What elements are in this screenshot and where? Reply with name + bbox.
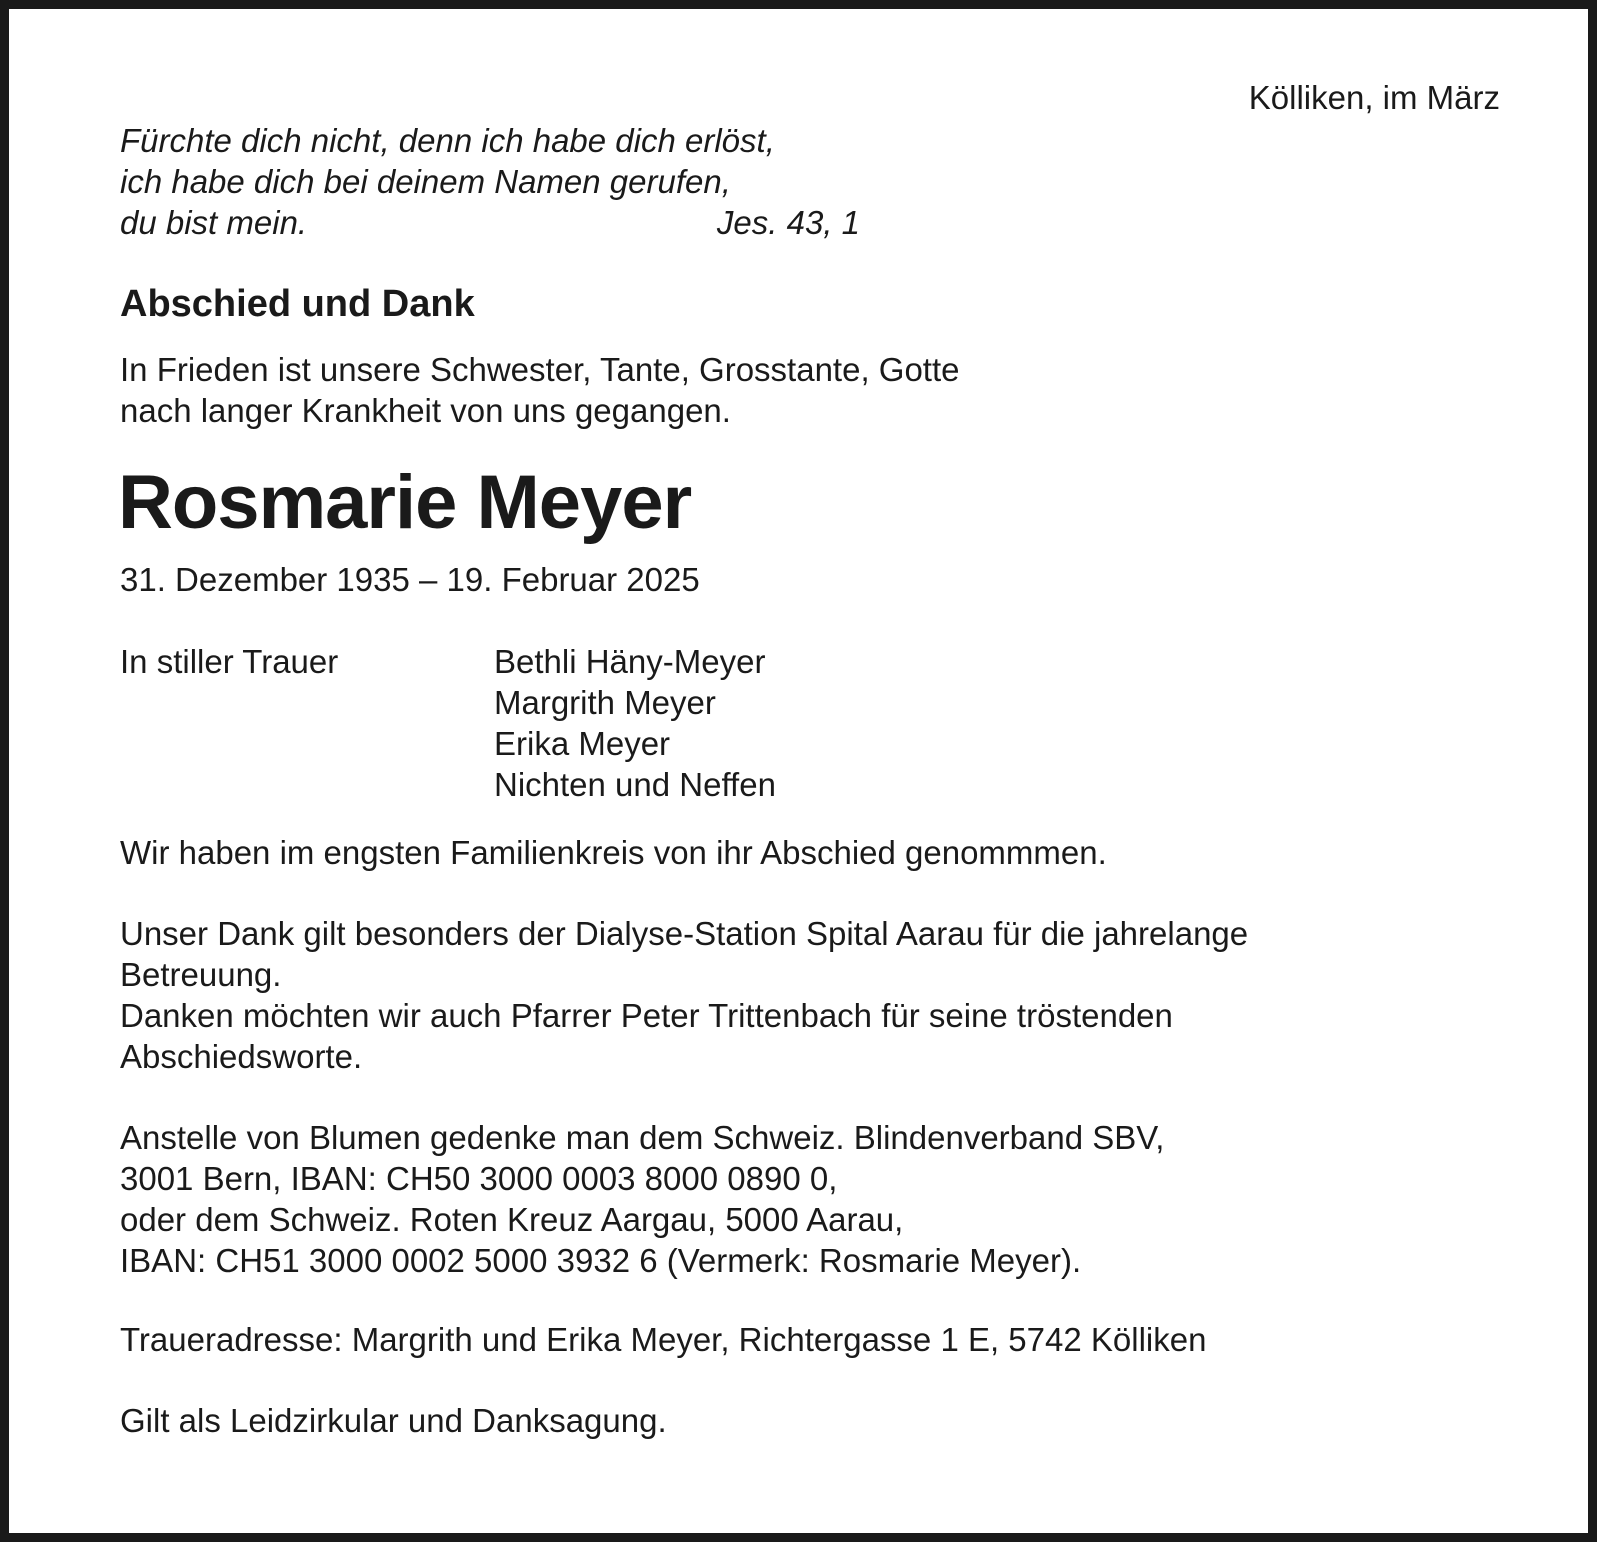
- thanks-line: Betreuung.: [120, 956, 282, 993]
- intro-line: In Frieden ist unsere Schwester, Tante, Grosstante, Gotte: [120, 351, 960, 388]
- closing-text: Gilt als Leidzirkular und Danksagung.: [120, 1402, 667, 1439]
- donations-paragraph: [120, 1117, 1500, 1281]
- mourner-item: Erika Meyer: [494, 725, 671, 762]
- farewell-paragraph: [120, 832, 1500, 873]
- mourners-list: [494, 641, 776, 805]
- notice-heading: Abschied und Dank: [120, 283, 475, 325]
- thanks-line: Unser Dank gilt besonders der Dialyse-Station Spital Aarau für die jahrelange: [120, 915, 1249, 952]
- mourner-item: Margrith Meyer: [494, 684, 716, 721]
- verse-line: ich habe dich bei deinem Namen gerufen,: [120, 163, 731, 200]
- donation-line: oder dem Schweiz. Roten Kreuz Aargau, 5000 Aarau,: [120, 1201, 904, 1238]
- bible-verse: [120, 120, 860, 243]
- life-dates: 31. Dezember 1935 – 19. Februar 2025: [120, 561, 700, 598]
- verse-line: du bist mein.: [120, 204, 308, 241]
- farewell-text: Wir haben im engsten Familienkreis von ihr Abschied genommmen.: [120, 834, 1107, 871]
- mourning-address: Traueradresse: Margrith und Erika Meyer, Richtergasse 1 E, 5742 Kölliken: [120, 1321, 1207, 1358]
- closing-paragraph: [120, 1400, 1500, 1441]
- mourning-label: In stiller Trauer: [120, 643, 339, 680]
- thanks-line: Abschiedsworte.: [120, 1038, 363, 1075]
- thanks-line: Danken möchten wir auch Pfarrer Peter Trittenbach für seine tröstenden: [120, 997, 1173, 1034]
- donation-line: IBAN: CH51 3000 0002 5000 3932 6 (Vermerk: Rosmarie Meyer).: [120, 1242, 1082, 1279]
- place-date: Kölliken, im März: [1248, 79, 1500, 116]
- verse-reference: Jes. 43, 1: [716, 204, 860, 241]
- thanks-paragraph: [120, 913, 1500, 1077]
- mourner-item: Bethli Häny-Meyer: [494, 643, 766, 680]
- verse-line: Fürchte dich nicht, denn ich habe dich erlöst,: [120, 122, 775, 159]
- donation-line: 3001 Bern, IBAN: CH50 3000 0003 8000 0890 0,: [120, 1160, 838, 1197]
- intro-line: nach langer Krankheit von uns gegangen.: [120, 392, 731, 429]
- mourning-address-paragraph: [120, 1319, 1500, 1360]
- donation-line: Anstelle von Blumen gedenke man dem Schweiz. Blindenverband SBV,: [120, 1119, 1165, 1156]
- verse-last-line: [120, 202, 860, 243]
- deceased-name: Rosmarie Meyer: [118, 460, 692, 545]
- mourner-item: Nichten und Neffen: [494, 766, 776, 803]
- intro-text: [120, 349, 960, 431]
